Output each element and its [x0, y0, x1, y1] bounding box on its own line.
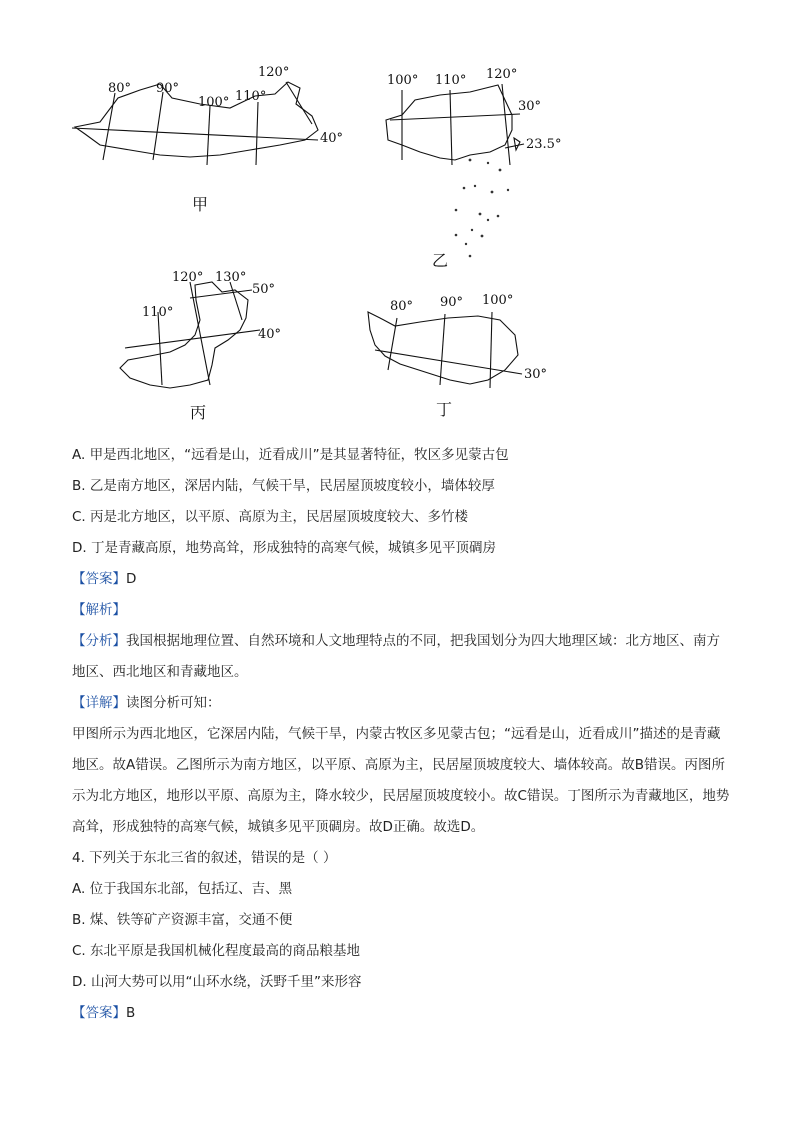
bing-lon-110: 110°	[142, 305, 174, 320]
q3-option-a: A. 甲是西北地区，“远看是山，近看成川”是其显著特征，牧区多见蒙古包	[72, 447, 509, 463]
map-ding	[368, 312, 522, 388]
jia-lat-40: 40°	[320, 131, 344, 146]
analysis-tag: 【解析】	[72, 602, 126, 618]
q4-answer-value: B	[126, 1005, 136, 1021]
map-yi-lon-120	[502, 84, 510, 165]
map-ding-lon-90	[440, 314, 445, 385]
fenxi-paragraph	[72, 626, 732, 688]
map-figures	[0, 0, 794, 430]
q3-answer	[72, 564, 732, 595]
ding-lon-90: 90°	[440, 295, 464, 310]
jia-lon-100: 100°	[198, 95, 230, 110]
q4-option-c: C. 东北平原是我国机械化程度最高的商品粮基地	[72, 943, 361, 959]
yi-lon-100: 100°	[387, 73, 419, 88]
q4-answer-tag: 【答案】	[72, 1005, 126, 1021]
document-body	[72, 440, 732, 1029]
jia-lon-90: 90°	[156, 81, 180, 96]
yi-lat-30: 30°	[518, 99, 542, 114]
map-jia-lon-90	[153, 92, 163, 160]
map-bing-outline	[120, 282, 248, 388]
answer-value: D	[126, 571, 137, 587]
map-jia-lon-80	[103, 93, 115, 160]
map-bing-lon-130	[230, 282, 242, 320]
map-yi-islands	[455, 159, 509, 258]
ding-lon-80: 80°	[390, 299, 414, 314]
map-bing-lon-120	[190, 282, 210, 385]
jia-lon-120: 120°	[258, 65, 290, 80]
jia-caption: 甲	[192, 195, 209, 214]
q4-option-b: B. 煤、铁等矿产资源丰富，交通不便	[72, 912, 293, 928]
q3-option-c: C. 丙是北方地区，以平原、高原为主，民居屋顶坡度较大、多竹楼	[72, 509, 469, 525]
q4-option-d: D. 山河大势可以用“山环水绕，沃野千里”来形容	[72, 974, 362, 990]
map-yi-outline	[386, 85, 512, 160]
map-jia-lon-120	[286, 82, 312, 124]
bing-lon-130: 130°	[215, 270, 247, 285]
bing-caption: 丙	[190, 403, 207, 422]
fenxi-tag: 【分析】	[72, 633, 126, 649]
fenxi-text: 我国根据地理位置、自然环境和人文地理特点的不同，把我国划分为四大地理区域：北方地区、南方地区、西北地区和青藏地区。	[72, 633, 720, 680]
q4-answer	[72, 998, 732, 1029]
xiangjie-paragraph: 甲图所示为西北地区，它深居内陆，气候干旱，内蒙古牧区多见蒙古包；“远看是山，近看成川”描述的是青藏地区。故A错误。乙图所示为南方地区，以平原、高原为主，民居屋顶坡度较大、墙体较高。故B错误。丙图所示为北方地区，地形以平原、高原为主，降水较少，民居屋顶坡度较小。故C错误。丁图所示为青藏地区，地势高耸，形成独特的高寒气候，城镇多见平顶碉房。故D正确。故选D。	[72, 726, 730, 835]
bing-lat-40: 40°	[258, 327, 282, 342]
map-ding-lon-100	[490, 312, 492, 388]
q4-option-a: A. 位于我国东北部，包括辽、吉、黑	[72, 881, 293, 897]
xiangjie-line	[72, 688, 732, 719]
q3-option-d: D. 丁是青藏高原，地势高耸，形成独特的高寒气候，城镇多见平顶碉房	[72, 540, 496, 556]
analysis-heading	[72, 595, 732, 626]
ding-lon-100: 100°	[482, 293, 514, 308]
bing-lat-50: 50°	[252, 282, 276, 297]
jia-lon-80: 80°	[108, 81, 132, 96]
map-figures-svg	[0, 0, 794, 430]
xiangjie-intro: 读图分析可知：	[126, 695, 221, 711]
map-bing-lat-40	[125, 330, 260, 348]
q4-stem: 4. 下列关于东北三省的叙述，错误的是（ ）	[72, 850, 337, 866]
jia-lon-110: 110°	[235, 89, 267, 104]
map-yi	[386, 84, 524, 165]
map-yi-taiwan	[514, 138, 520, 150]
xiangjie-tag: 【详解】	[72, 695, 126, 711]
yi-lon-120: 120°	[486, 67, 518, 82]
ding-lat-30: 30°	[524, 367, 548, 382]
map-yi-lon-110	[450, 90, 452, 165]
q3-option-b: B. 乙是南方地区，深居内陆，气候干旱，民居屋顶坡度较小，墙体较厚	[72, 478, 495, 494]
map-bing-lon-110	[158, 312, 162, 385]
map-bing	[120, 282, 260, 388]
yi-lat-23: 23.5°	[526, 137, 562, 152]
yi-caption: 乙	[432, 251, 449, 270]
map-yi-lat-30	[390, 114, 520, 120]
ding-caption: 丁	[436, 400, 453, 419]
bing-lon-120: 120°	[172, 270, 204, 285]
yi-lon-110: 110°	[435, 73, 467, 88]
map-jia-lon-110	[256, 102, 258, 165]
answer-tag: 【答案】	[72, 571, 126, 587]
